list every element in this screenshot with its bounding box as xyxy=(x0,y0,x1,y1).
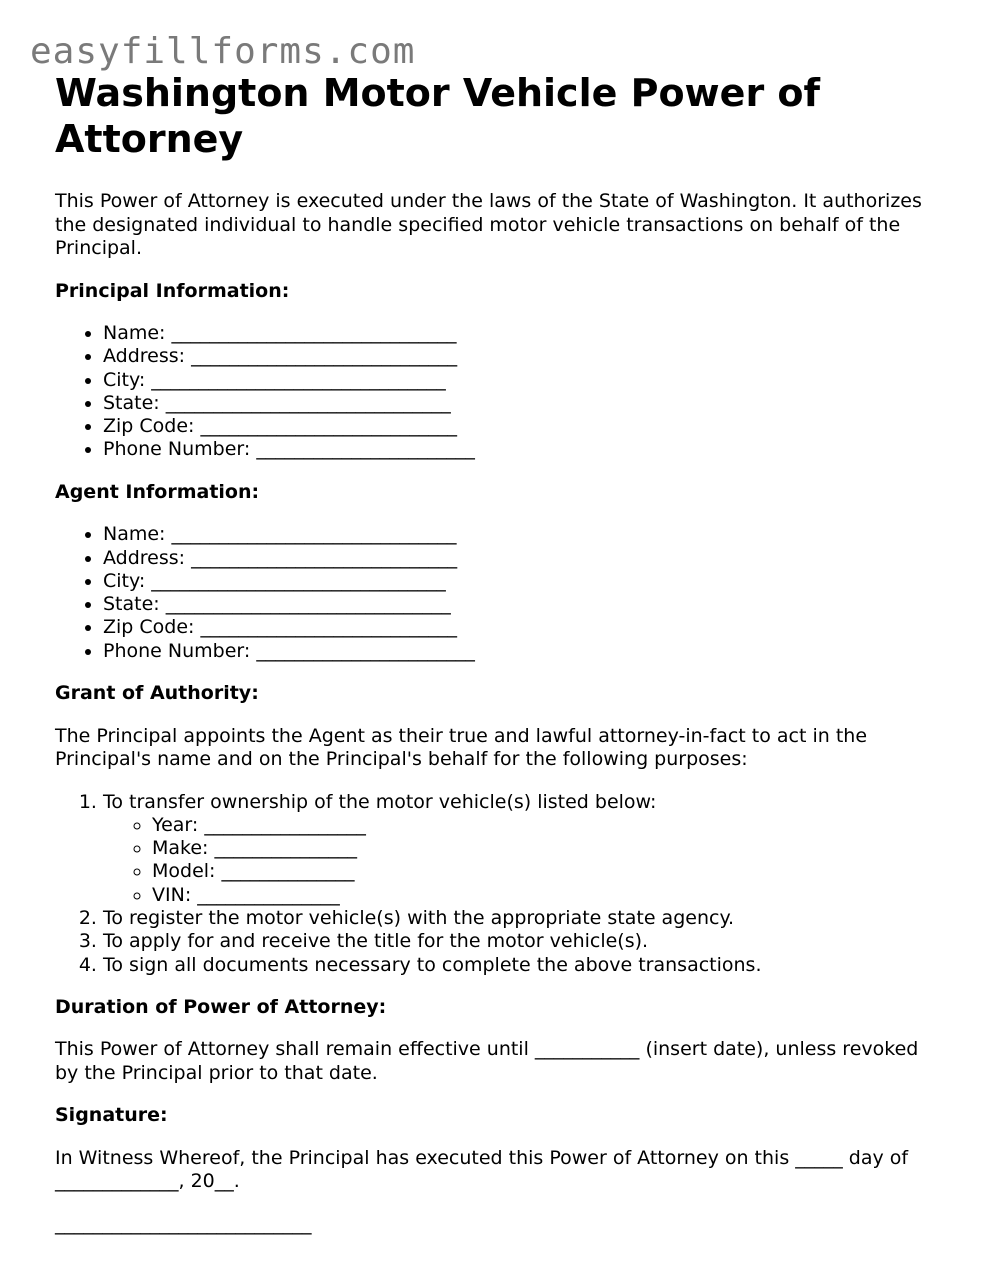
agent-fields xyxy=(55,523,945,663)
document-title: Washington Motor Vehicle Power of Attorney xyxy=(55,71,821,161)
agent-state-field: • State: ______________________________ xyxy=(103,593,945,616)
agent-phone-field: • Phone Number: _______________________ xyxy=(103,640,945,663)
agent-name-field: • Name: ______________________________ xyxy=(103,523,945,546)
principal-zip-field: • Zip Code: ___________________________ xyxy=(103,415,945,438)
principal-city-field: • City: _______________________________ xyxy=(103,369,945,392)
purpose-sign: 4. To sign all documents necessary to complete the above transactions. xyxy=(103,954,945,977)
principal-heading: Principal Information: xyxy=(55,279,290,302)
grant-paragraph: The Principal appoints the Agent as their true and lawful attorney-in-fact to act in the Principal's name and on the Principal's behalf for the following purposes: xyxy=(55,724,868,771)
vehicle-fields xyxy=(103,814,945,907)
grant-heading: Grant of Authority: xyxy=(55,682,259,705)
principal-address-field: • Address: ____________________________ xyxy=(103,345,945,368)
duration-paragraph: This Power of Attorney shall remain effective until ___________ (insert date), unless revoked by the Principal prior to that date. xyxy=(55,1038,919,1084)
signature-line: ___________________________ xyxy=(55,1212,312,1235)
purposes-list xyxy=(55,791,945,977)
purpose-title: 3. To apply for and receive the title for the motor vehicle(s). xyxy=(103,930,945,953)
watermark: easyfillforms.com xyxy=(30,31,416,72)
intro-paragraph: This Power of Attorney is executed under the laws of the State of Washington. It authorizes the designated individual to handle specified motor vehicle transactions on behalf of the Principal. xyxy=(55,190,922,259)
principal-name-field: • Name: ______________________________ xyxy=(103,322,945,345)
purpose-transfer: To transfer ownership of the motor vehicle(s) listed below: xyxy=(103,790,657,813)
purpose-item xyxy=(103,791,945,907)
vehicle-make-field: ◦ Make: _______________ xyxy=(152,837,945,860)
document-body xyxy=(55,70,945,1236)
agent-heading: Agent Information: xyxy=(55,480,260,503)
agent-zip-field: • Zip Code: ___________________________ xyxy=(103,616,945,639)
agent-address-field: • Address: ____________________________ xyxy=(103,547,945,570)
purpose-register: 2. To register the motor vehicle(s) with the appropriate state agency. xyxy=(103,907,945,930)
principal-state-field: • State: ______________________________ xyxy=(103,392,945,415)
vehicle-year-field: ◦ Year: _________________ xyxy=(152,814,945,837)
principal-fields xyxy=(55,322,945,462)
vehicle-vin-field: ◦ VIN: _______________ xyxy=(152,884,945,907)
vehicle-model-field: ◦ Model: ______________ xyxy=(152,860,945,883)
signature-paragraph: In Witness Whereof, the Principal has executed this Power of Attorney on this _____ day of _____________, 20__. xyxy=(55,1146,909,1193)
agent-city-field: • City: _______________________________ xyxy=(103,570,945,593)
signature-heading: Signature: xyxy=(55,1104,168,1127)
duration-heading: Duration of Power of Attorney: xyxy=(55,995,387,1018)
principal-phone-field: • Phone Number: _______________________ xyxy=(103,438,945,461)
